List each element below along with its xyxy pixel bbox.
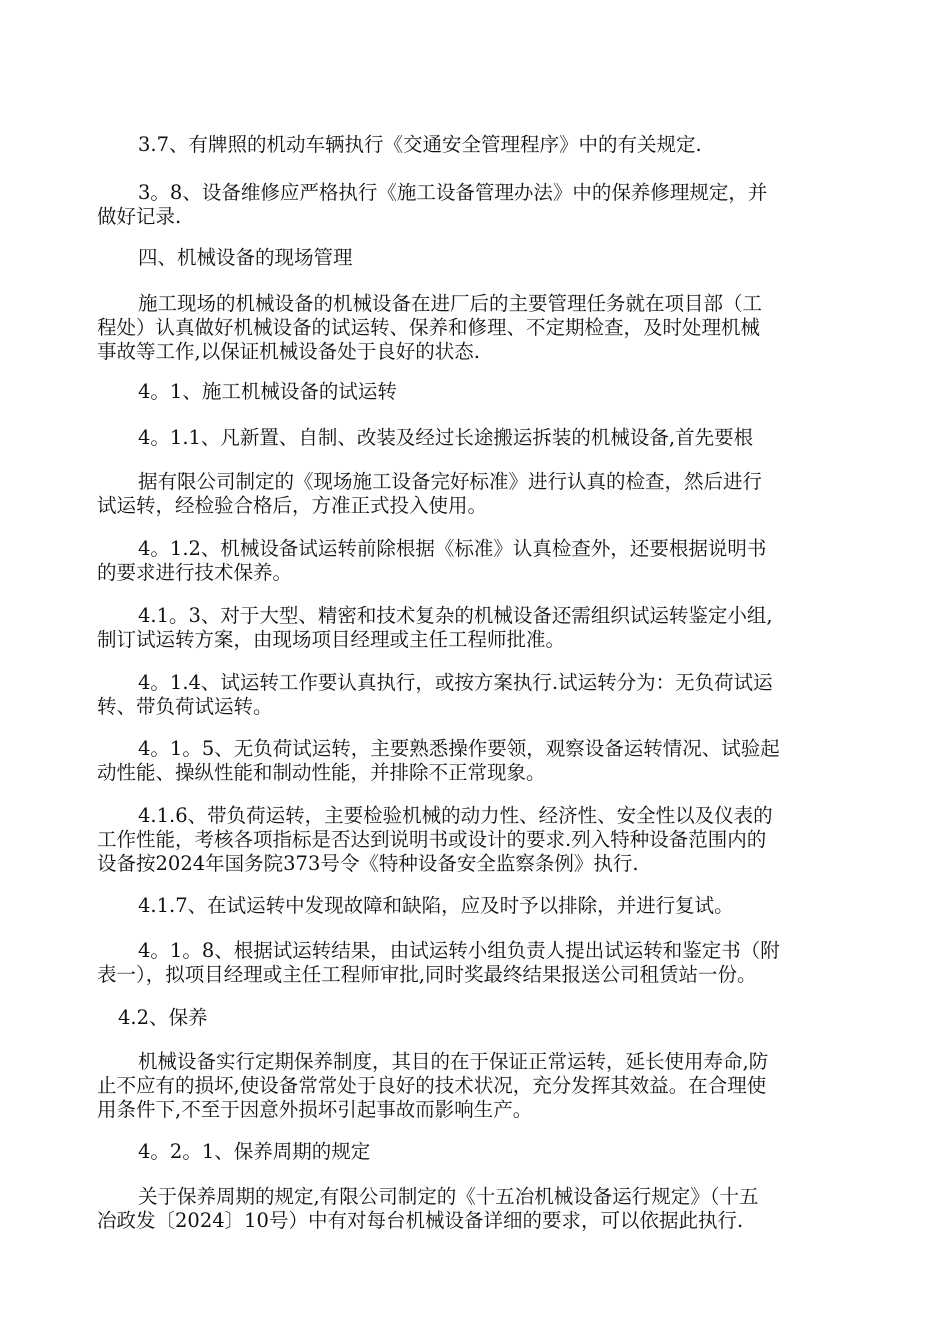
text-line: 试运转，经检验合格后，方准正式投入使用。 <box>97 494 488 517</box>
paragraph-maintenance-cycle <box>97 1185 877 1233</box>
text-line: 事故等工作,以保证机械设备处于良好的状态. <box>97 340 480 363</box>
text-line: 表一），拟项目经理或主任工程师审批,同时奖最终结果报送公司租赁站一份。 <box>97 963 757 986</box>
text-line: 4。1、施工机械设备的试运转 <box>138 380 397 403</box>
text-line: 4。1.4、试运转工作要认真执行，或按方案执行.试运转分为：无负荷试运 <box>138 671 773 694</box>
paragraph-4-1-5 <box>97 737 877 785</box>
paragraph-4-1-6 <box>97 804 877 876</box>
text-line: 冶政发〔2024〕10号）中有对每台机械设备详细的要求，可以依据此执行. <box>97 1209 744 1232</box>
text-line: 转、带负荷试运转。 <box>97 695 273 718</box>
text-line: 机械设备实行定期保养制度，其目的在于保证正常运转，延长使用寿命,防 <box>138 1050 769 1073</box>
subheading-4-2 <box>97 1006 877 1030</box>
text-line: 做好记录. <box>97 205 182 228</box>
text-line: 4.1。3、对于大型、精密和技术复杂的机械设备还需组织试运转鉴定小组, <box>138 604 773 627</box>
text-line: 施工现场的机械设备的机械设备在进厂后的主要管理任务就在项目部（工 <box>138 292 763 315</box>
text-line: 4.1.6、带负荷运转，主要检验机械的动力性、经济性、安全性以及仪表的 <box>138 804 773 827</box>
paragraph-maintenance <box>97 1050 877 1122</box>
text-line: 3.7、有牌照的机动车辆执行《交通安全管理程序》中的有关规定. <box>138 133 702 156</box>
text-line: 程处）认真做好机械设备的试运转、保养和修理、不定期检查，及时处理机械 <box>97 316 761 339</box>
subheading-4-2-1 <box>97 1140 877 1164</box>
text-line: 止不应有的损坏,使设备常常处于良好的技术状况，充分发挥其效益。在合理使 <box>97 1074 767 1097</box>
paragraph-4-1-1 <box>97 426 877 450</box>
text-line: 制订试运转方案，由现场项目经理或主任工程师批准。 <box>97 628 566 651</box>
text-line: 4。1。8、根据试运转结果，由试运转小组负责人提出试运转和鉴定书（附 <box>138 939 780 962</box>
paragraph-4-1-8 <box>97 939 877 987</box>
subheading-4-1 <box>97 380 877 404</box>
text-line: 关于保养周期的规定,有限公司制定的《十五冶机械设备运行规定》（十五 <box>138 1185 759 1208</box>
text-line: 4。1.2、机械设备试运转前除根据《标准》认真检查外，还要根据说明书 <box>138 537 767 560</box>
text-line: 4。2。1、保养周期的规定 <box>138 1140 371 1163</box>
text-line: 四、机械设备的现场管理 <box>138 246 353 269</box>
paragraph-4-1-1-cont <box>97 470 877 518</box>
section-heading-4 <box>97 246 877 270</box>
text-line: 的要求进行技术保养。 <box>97 561 293 584</box>
text-line: 动性能、操纵性能和制动性能，并排除不正常现象。 <box>97 761 546 784</box>
text-line: 设备按2024年国务院373号令《特种设备安全监察条例》执行. <box>97 852 639 875</box>
paragraph-4-1-4 <box>97 671 877 719</box>
text-line: 4。1。5、无负荷试运转，主要熟悉操作要领，观察设备运转情况、试验起 <box>138 737 780 760</box>
text-line: 用条件下,不至于因意外损坏引起事故而影响生产。 <box>97 1098 533 1121</box>
paragraph-4-1-7 <box>97 894 877 918</box>
text-line: 3。8、设备维修应严格执行《施工设备管理办法》中的保养修理规定，并 <box>138 181 768 204</box>
text-line: 4.1.7、在试运转中发现故障和缺陷，应及时予以排除，并进行复试。 <box>138 894 734 917</box>
paragraph-4-1-2 <box>97 537 877 585</box>
paragraph-3-8 <box>97 181 877 229</box>
text-line: 4.2、保养 <box>118 1006 208 1029</box>
text-line: 据有限公司制定的《现场施工设备完好标准》进行认真的检查，然后进行 <box>138 470 763 493</box>
paragraph-4-1-3 <box>97 604 877 652</box>
text-line: 工作性能，考核各项指标是否达到说明书或设计的要求.列入特种设备范围内的 <box>97 828 767 851</box>
paragraph-3-7 <box>97 133 877 157</box>
text-line: 4。1.1、凡新置、自制、改装及经过长途搬运拆装的机械设备,首先要根 <box>138 426 754 449</box>
paragraph-site-management <box>97 292 877 364</box>
